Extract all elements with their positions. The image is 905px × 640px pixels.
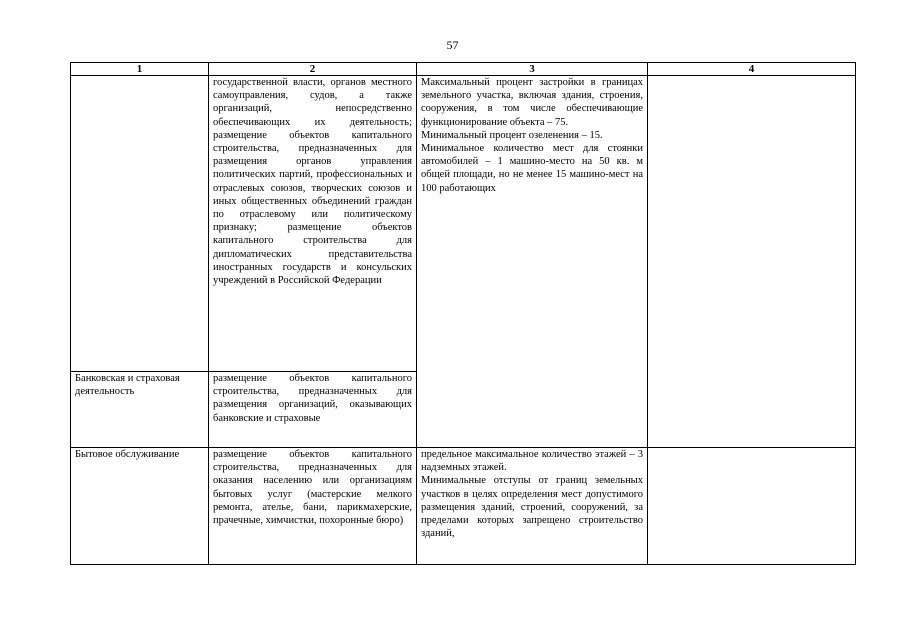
- column-header-4: 4: [648, 63, 856, 76]
- parameter-paragraph: предельное максимальное количество этажей – 3 надземных этажей.: [421, 449, 643, 474]
- use-type-cell: Бытовое обслуживание: [71, 448, 209, 565]
- page-number: 57: [446, 38, 459, 52]
- parameter-paragraph: Минимальный процент озеленения – 15.: [421, 129, 603, 141]
- zoning-table: [70, 62, 856, 565]
- notes-cell: [648, 76, 856, 448]
- parameter-paragraph: Минимальное количество мест для стоянки автомобилей – 1 машино-место на 50 кв. м общей площади, но не менее 15 машино-мест на 100 работающих: [421, 143, 643, 194]
- table-header-row: [71, 63, 856, 76]
- table-row: [71, 448, 856, 565]
- use-type-cell: [71, 76, 209, 372]
- column-header-1: 1: [71, 63, 209, 76]
- notes-cell: [648, 448, 856, 565]
- use-type-cell: Банковская и страховая деятельность: [71, 372, 209, 448]
- table-row: [71, 76, 856, 372]
- parameters-cell: [417, 448, 648, 565]
- use-description-cell: размещение объектов капитального строительства, предназначенных для оказания населению или организациям бытовых услуг (мастерские мелкого ремонта, ателье, бани, парикмахерские, прачечные, химчистки, похоронные бюро): [209, 448, 417, 565]
- parameters-cell: [417, 76, 648, 448]
- column-header-2: 2: [209, 63, 417, 76]
- use-description-cell: размещение объектов капитального строительства, предназначенных для размещения организаций, оказывающих банковские и страховые: [209, 372, 417, 448]
- column-header-3: 3: [417, 63, 648, 76]
- parameter-paragraph: Минимальные отступы от границ земельных участков в целях определения мест допустимого размещения зданий, строений, сооружений, за пределами которых запрещено строительство зданий,: [421, 475, 643, 540]
- use-description-cell: государственной власти, органов местного самоуправления, судов, а также организаций, непосредственно обеспечивающих их деятельность; размещение объектов капитального строительства, предназначенных для размещения органов управления политических партий, профессиональных и отраслевых союзов, творческих союзов и иных общественных объединений граждан по отраслевому или политическому признаку; размещение объектов капитального строительства для дипломатических представительства иностранных государств и консульских учреждений в Российской Федерации: [209, 76, 417, 372]
- parameter-paragraph: Максимальный процент застройки в границах земельного участка, включая здания, строения, сооружения, в том числе обеспечивающие функционирование объекта – 75.: [421, 77, 643, 128]
